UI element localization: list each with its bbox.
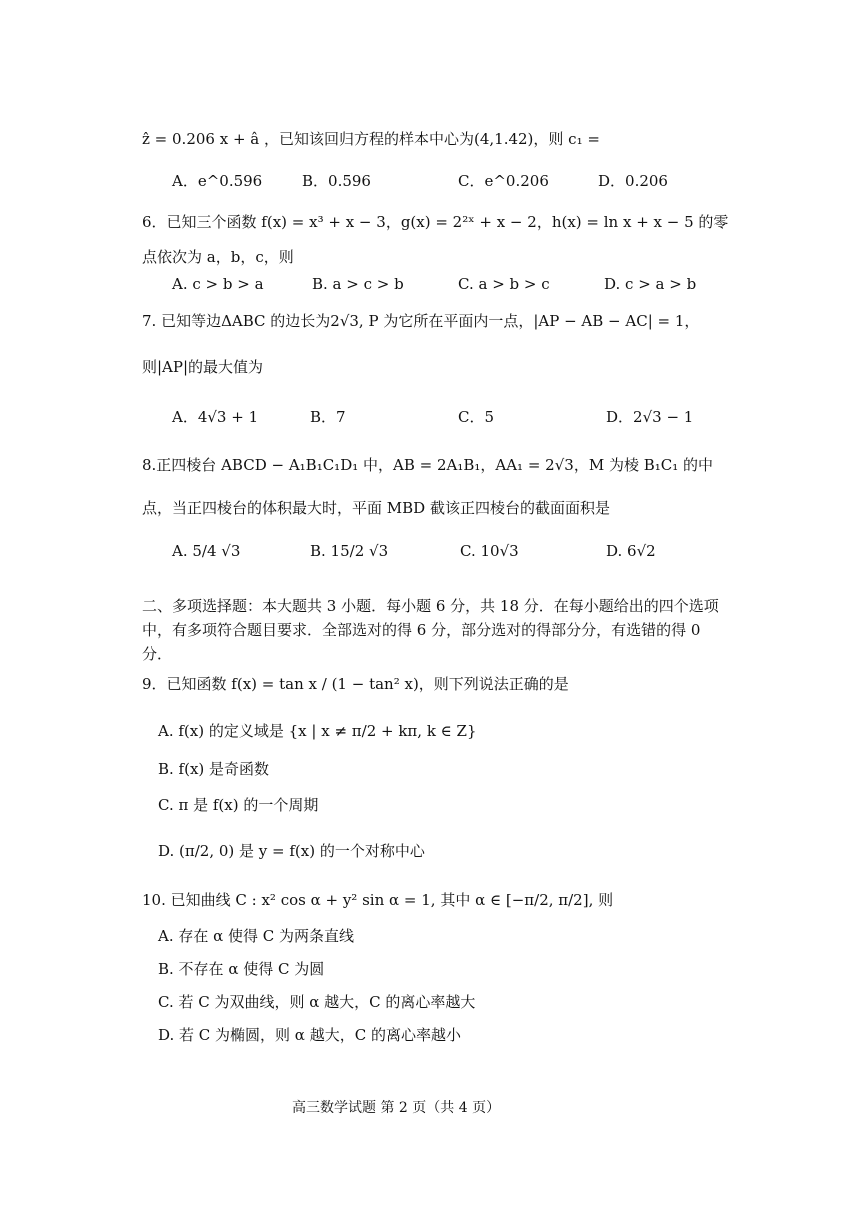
q5-option-b: B．0.596: [302, 172, 371, 190]
q10-option-d: D. 若 C 为椭圆，则 α 越大，C 的离心率越小: [158, 1026, 461, 1044]
q5-option-c: C．e^0.206: [458, 172, 549, 190]
q9-option-c: C. π 是 f(x) 的一个周期: [158, 796, 319, 814]
q7-option-d: D．2√3 − 1: [606, 408, 694, 426]
q5-option-d: D．0.206: [598, 172, 668, 190]
q6-option-d: D. c > a > b: [604, 275, 697, 293]
page-footer: 高三数学试题 第 2 页（共 4 页）: [292, 1100, 501, 1116]
q9-option-d: D. (π/2, 0) 是 y = f(x) 的一个对称中心: [158, 842, 425, 860]
q7-stem-line2: 则|AP|的最大值为: [142, 358, 264, 376]
q7-option-b: B．7: [310, 408, 346, 426]
section-2-instructions: 二、多项选择题：本大题共 3 小题．每小题 6 分，共 18 分．在每小题给出的四个选项中，有多项符合题目要求．全部选对的得 6 分，部分选对的得部分分，有选错的得 0 分．: [142, 597, 719, 663]
q8-option-b: B. 15/2 √3: [310, 542, 389, 560]
q6-option-a: A. c > b > a: [172, 275, 264, 293]
q9-option-b: B. f(x) 是奇函数: [158, 760, 270, 778]
q5-option-a: A．e^0.596: [172, 172, 263, 190]
q9-option-a: A. f(x) 的定义域是 {x | x ≠ π/2 + kπ, k ∈ Z}: [158, 722, 477, 740]
q6-option-c: C. a > b > c: [458, 275, 550, 293]
q8-stem-line2: 点，当正四棱台的体积最大时，平面 MBD 截该正四棱台的截面面积是: [142, 499, 610, 517]
q10-option-a: A. 存在 α 使得 C 为两条直线: [158, 927, 355, 945]
q8-option-a: A. 5/4 √3: [172, 542, 241, 560]
q7-option-c: C．5: [458, 408, 495, 426]
q9-stem: 9．已知函数 f(x) = tan x / (1 − tan² x)，则下列说法正确的是: [142, 675, 569, 693]
q6-option-b: B. a > c > b: [312, 275, 404, 293]
q6-stem-line1: 6．已知三个函数 f(x) = x³ + x − 3，g(x) = 2²ˣ + x − 2，h(x) = ln x + x − 5 的零: [142, 213, 729, 231]
q8-option-c: C. 10√3: [460, 542, 519, 560]
q8-stem-line1: 8.正四棱台 ABCD − A₁B₁C₁D₁ 中，AB = 2A₁B₁，AA₁ = 2√3，M 为棱 B₁C₁ 的中: [142, 456, 714, 474]
q10-stem: 10. 已知曲线 C : x² cos α + y² sin α = 1, 其中 α ∈ [−π/2, π/2], 则: [142, 891, 614, 909]
q6-stem-line2: 点依次为 a，b，c，则: [142, 248, 294, 266]
q10-option-c: C. 若 C 为双曲线，则 α 越大，C 的离心率越大: [158, 993, 476, 1011]
q10-option-b: B. 不存在 α 使得 C 为圆: [158, 960, 325, 978]
q7-option-a: A．4√3 + 1: [172, 408, 259, 426]
q7-stem-line1: 7. 已知等边ΔABC 的边长为2√3, P 为它所在平面内一点，|AP − AB − AC| = 1，: [142, 312, 700, 330]
q8-option-d: D. 6√2: [606, 542, 656, 560]
q5-stem-tail: ẑ = 0.206 x + â ，已知该回归方程的样本中心为(4,1.42)，则 c₁ =: [142, 130, 600, 148]
